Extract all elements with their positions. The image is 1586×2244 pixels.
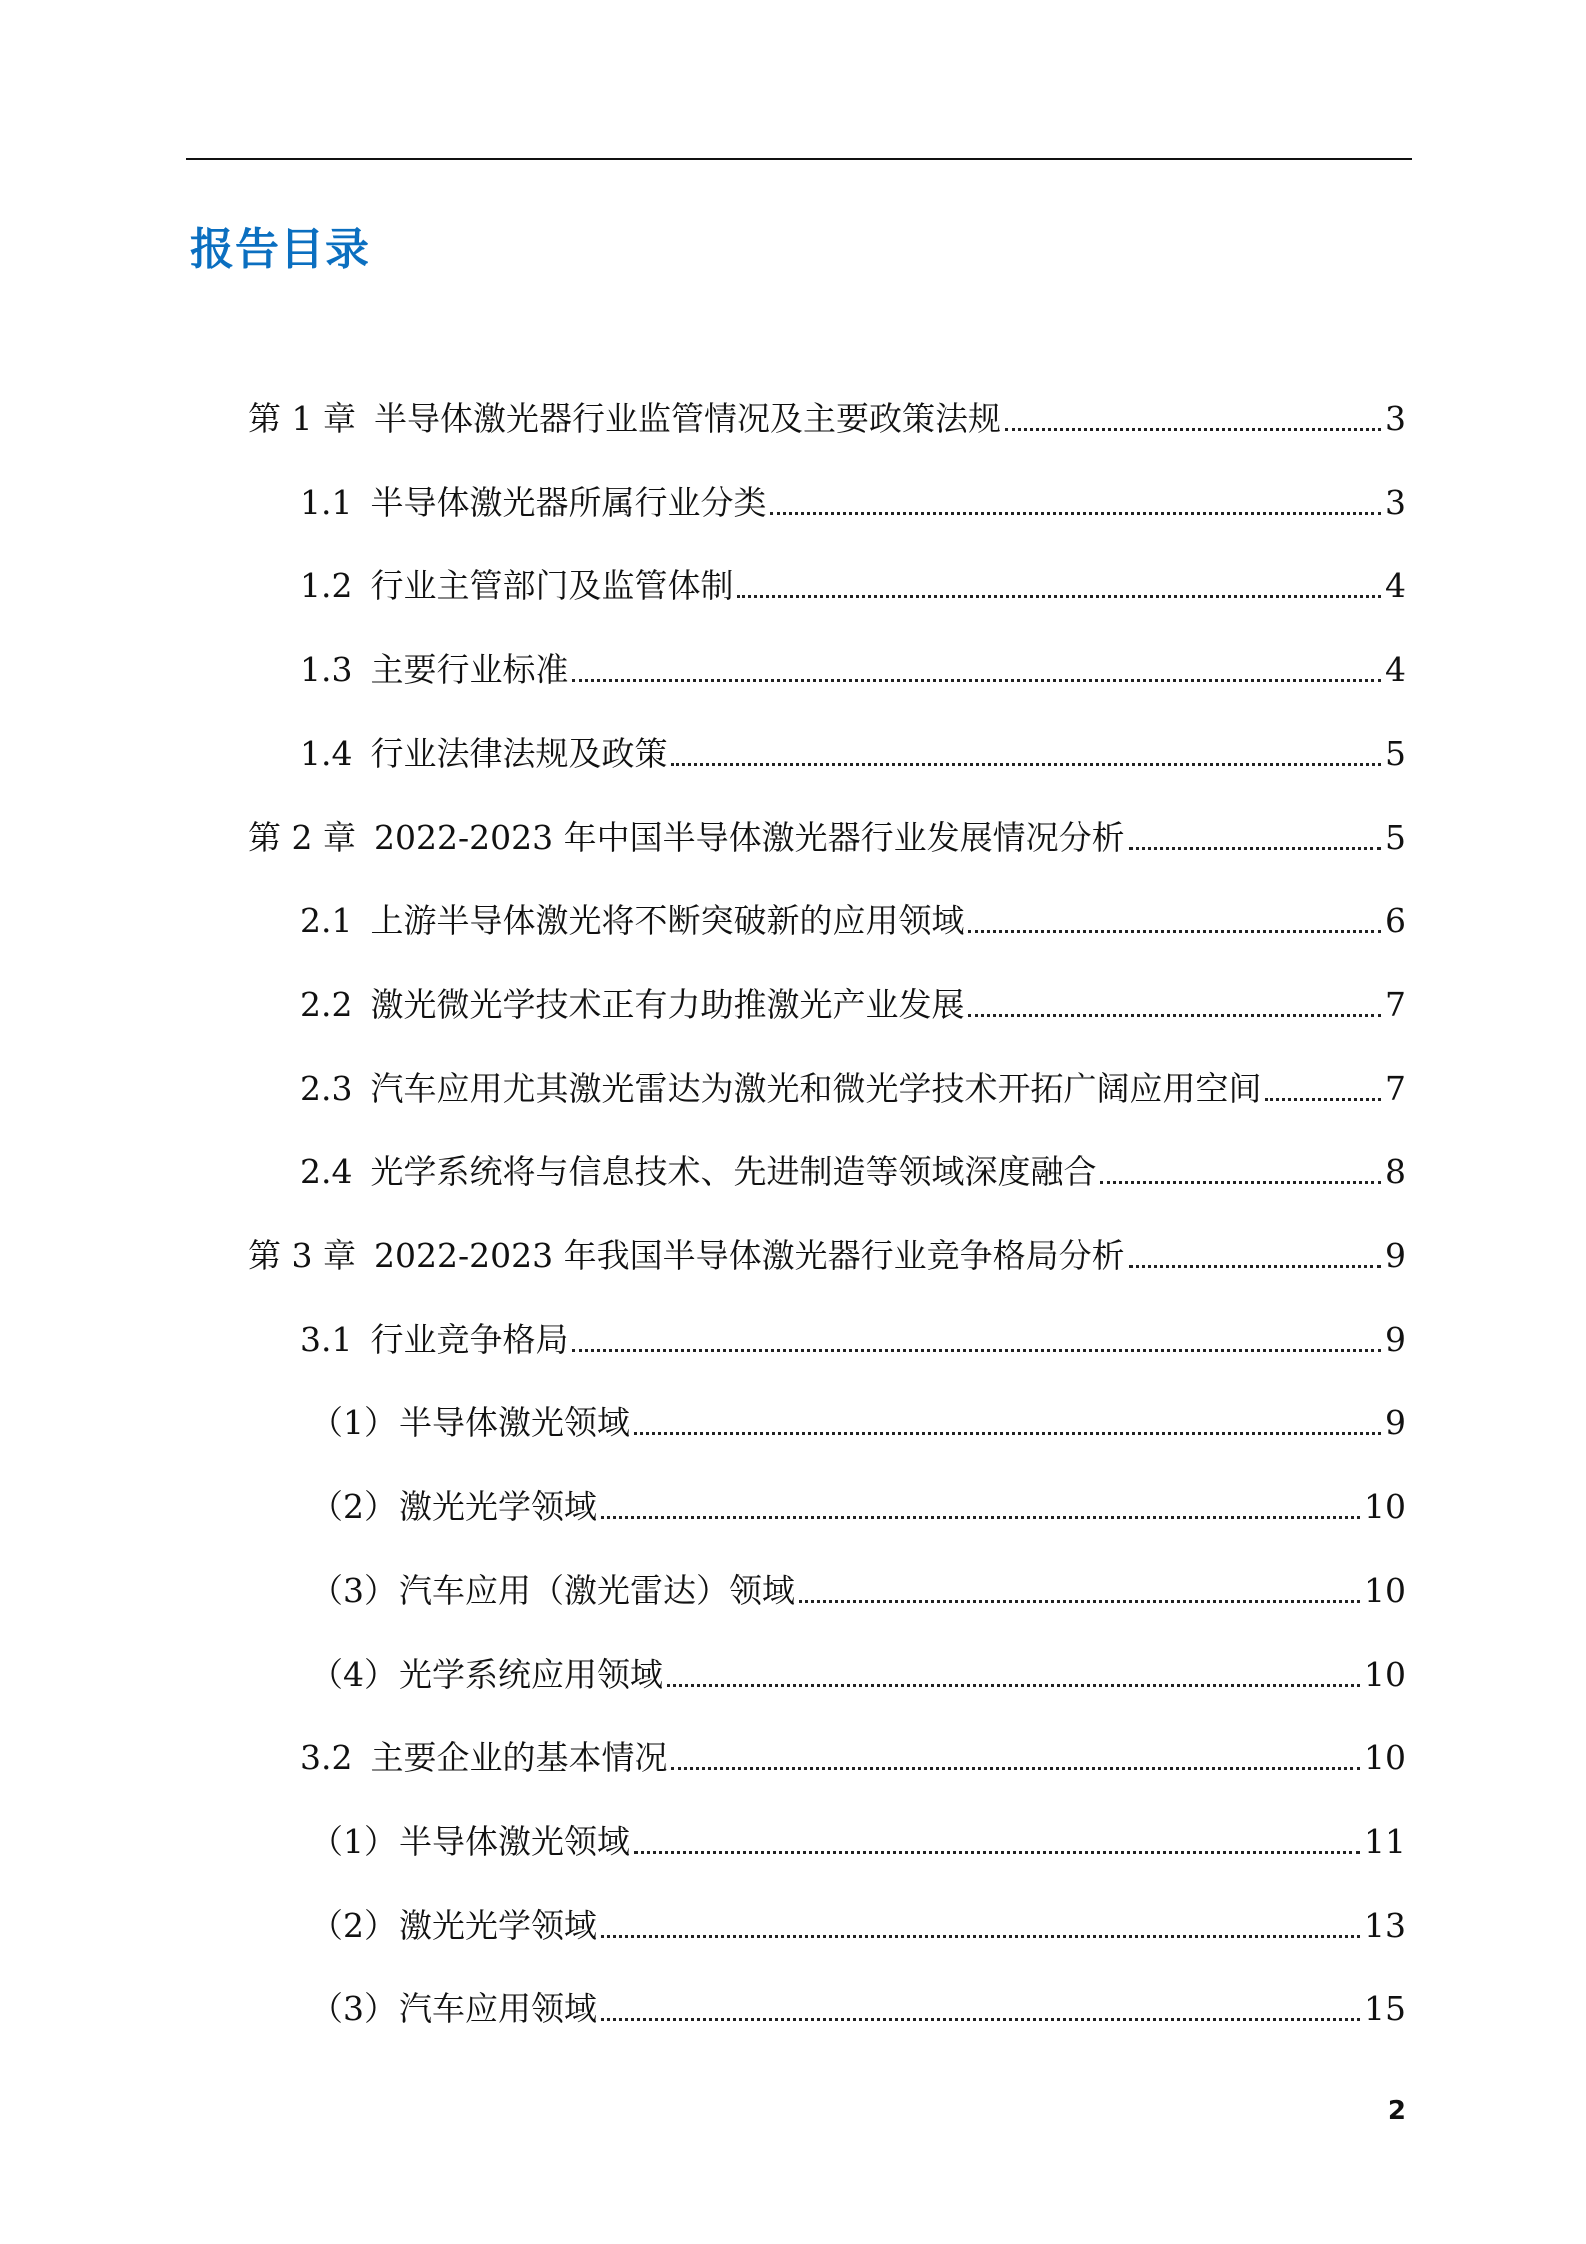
toc-entry-title: 主要行业标准: [370, 650, 569, 690]
toc-entry-page: 15: [1364, 1989, 1406, 2029]
toc-entry-number: 第 3 章: [248, 1236, 356, 1275]
toc-dot-leader: [968, 1014, 1381, 1017]
toc-entry[interactable]: [310, 1897, 1406, 1949]
toc-entry-number: （4）: [310, 1654, 397, 1694]
page-title: 报告目录: [190, 224, 370, 275]
toc-entry-title: 半导体激光领域: [399, 1821, 630, 1861]
toc-entry[interactable]: [300, 1729, 1406, 1781]
toc-entry-page: 11: [1364, 1821, 1406, 1861]
toc-entry-title: 激光光学领域: [399, 1487, 597, 1527]
toc-entry-number: 2.1: [300, 901, 353, 941]
toc-entry-page: 10: [1364, 1738, 1406, 1778]
toc-entry-number: （1）: [310, 1403, 397, 1443]
toc-dot-leader: [968, 930, 1381, 933]
toc-dot-leader: [634, 1432, 1381, 1435]
toc-entry-page: 9: [1385, 1319, 1406, 1359]
toc-dot-leader: [572, 679, 1381, 682]
toc-entry-page: 13: [1364, 1905, 1406, 1945]
toc-entry-number: 1.4: [300, 733, 353, 773]
toc-entry-number: （2）: [310, 1487, 397, 1527]
toc-entry[interactable]: [300, 892, 1406, 944]
toc-entry-title: 半导体激光器行业监管情况及主要政策法规: [373, 399, 1001, 438]
toc-entry-title: 行业法律法规及政策: [370, 733, 668, 773]
toc-entry-page: 7: [1385, 1068, 1406, 1108]
toc-entry-page: 6: [1385, 901, 1406, 941]
toc-entry-title: 主要企业的基本情况: [370, 1738, 668, 1778]
header-rule: [186, 158, 1412, 160]
toc-entry-page: 9: [1385, 1236, 1406, 1275]
toc-entry-number: 1.3: [300, 650, 353, 690]
toc-entry[interactable]: [248, 1227, 1406, 1279]
toc-entry-page: 4: [1385, 566, 1406, 606]
toc-entry-number: 1.2: [300, 566, 353, 606]
toc-entry-number: （1）: [310, 1821, 397, 1861]
toc-dot-leader: [634, 1851, 1360, 1854]
toc-entry[interactable]: [310, 1478, 1406, 1530]
toc-entry-title: 半导体激光领域: [399, 1403, 630, 1443]
toc-dot-leader: [572, 1349, 1381, 1352]
toc-entry-page: 7: [1385, 984, 1406, 1024]
toc-entry[interactable]: [300, 1060, 1406, 1112]
toc-dot-leader: [1100, 1181, 1381, 1184]
toc-dot-leader: [601, 1516, 1360, 1519]
toc-entry-title: 半导体激光器所属行业分类: [370, 482, 767, 522]
toc-dot-leader: [770, 512, 1381, 515]
toc-dot-leader: [667, 1684, 1360, 1687]
toc-dot-leader: [1005, 428, 1381, 431]
toc-entry-page: 9: [1385, 1403, 1406, 1443]
toc-entry[interactable]: [300, 976, 1406, 1028]
page-number: 2: [1387, 2096, 1406, 2126]
toc-entry[interactable]: [300, 1311, 1406, 1363]
toc-entry-title: 光学系统应用领域: [399, 1654, 663, 1694]
toc-entry-title: 光学系统将与信息技术、先进制造等领域深度融合: [370, 1152, 1097, 1192]
toc-entry[interactable]: [300, 1143, 1406, 1195]
toc-dot-leader: [1129, 1265, 1381, 1268]
toc-entry[interactable]: [300, 641, 1406, 693]
toc-entry[interactable]: [310, 1394, 1406, 1446]
toc-entry-number: 2.2: [300, 984, 353, 1024]
toc-dot-leader: [601, 2018, 1360, 2021]
toc-dot-leader: [601, 1935, 1360, 1938]
toc-entry[interactable]: [310, 1813, 1406, 1865]
toc-entry-page: 5: [1385, 733, 1406, 773]
toc-dot-leader: [737, 595, 1381, 598]
toc-entry-title: 激光光学领域: [399, 1905, 597, 1945]
toc-entry[interactable]: [248, 390, 1406, 442]
toc-entry-title: 汽车应用尤其激光雷达为激光和微光学技术开拓广阔应用空间: [370, 1068, 1262, 1108]
toc-entry-title: 行业竞争格局: [370, 1319, 569, 1359]
toc-dot-leader: [799, 1600, 1360, 1603]
toc-entry[interactable]: [300, 725, 1406, 777]
toc-entry-title: 2022-2023 年中国半导体激光器行业发展情况分析: [373, 817, 1125, 857]
toc-entry-page: 10: [1364, 1570, 1406, 1610]
toc-entry-title: 汽车应用领域: [399, 1989, 597, 2029]
toc-entry-number: 1.1: [300, 482, 353, 522]
toc-entry[interactable]: [310, 1980, 1406, 2032]
toc-entry-page: 10: [1364, 1487, 1406, 1527]
toc-entry[interactable]: [248, 809, 1406, 861]
toc-entry-title: 2022-2023 年我国半导体激光器行业竞争格局分析: [373, 1236, 1125, 1275]
toc-entry-number: （3）: [310, 1570, 397, 1610]
toc-entry-page: 4: [1385, 650, 1406, 690]
toc-entry-number: 3.2: [300, 1738, 353, 1778]
toc-entry-number: （3）: [310, 1989, 397, 2029]
toc-entry-page: 3: [1385, 482, 1406, 522]
toc-entry-title: 行业主管部门及监管体制: [370, 566, 734, 606]
toc-entry-number: （2）: [310, 1905, 397, 1945]
toc-entry[interactable]: [310, 1646, 1406, 1698]
toc-entry-number: 第 2 章: [248, 817, 356, 857]
toc-entry-page: 8: [1385, 1152, 1406, 1192]
toc-dot-leader: [671, 1767, 1360, 1770]
toc-entry-title: 汽车应用（激光雷达）领域: [399, 1570, 795, 1610]
toc-entry-title: 激光微光学技术正有力助推激光产业发展: [370, 984, 965, 1024]
toc-entry-page: 5: [1385, 817, 1406, 857]
toc-entry-page: 10: [1364, 1654, 1406, 1694]
toc-entry-number: 2.4: [300, 1152, 353, 1192]
toc-entry-title: 上游半导体激光将不断突破新的应用领域: [370, 901, 965, 941]
toc-dot-leader: [1129, 847, 1381, 850]
toc-entry-page: 3: [1385, 399, 1406, 438]
toc-entry[interactable]: [300, 557, 1406, 609]
toc-entry[interactable]: [300, 474, 1406, 526]
toc-entry-number: 第 1 章: [248, 399, 356, 438]
toc-entry-number: 3.1: [300, 1319, 353, 1359]
toc-entry[interactable]: [310, 1562, 1406, 1614]
toc-dot-leader: [1265, 1098, 1381, 1101]
toc-entry-number: 2.3: [300, 1068, 353, 1108]
toc-dot-leader: [671, 763, 1381, 766]
